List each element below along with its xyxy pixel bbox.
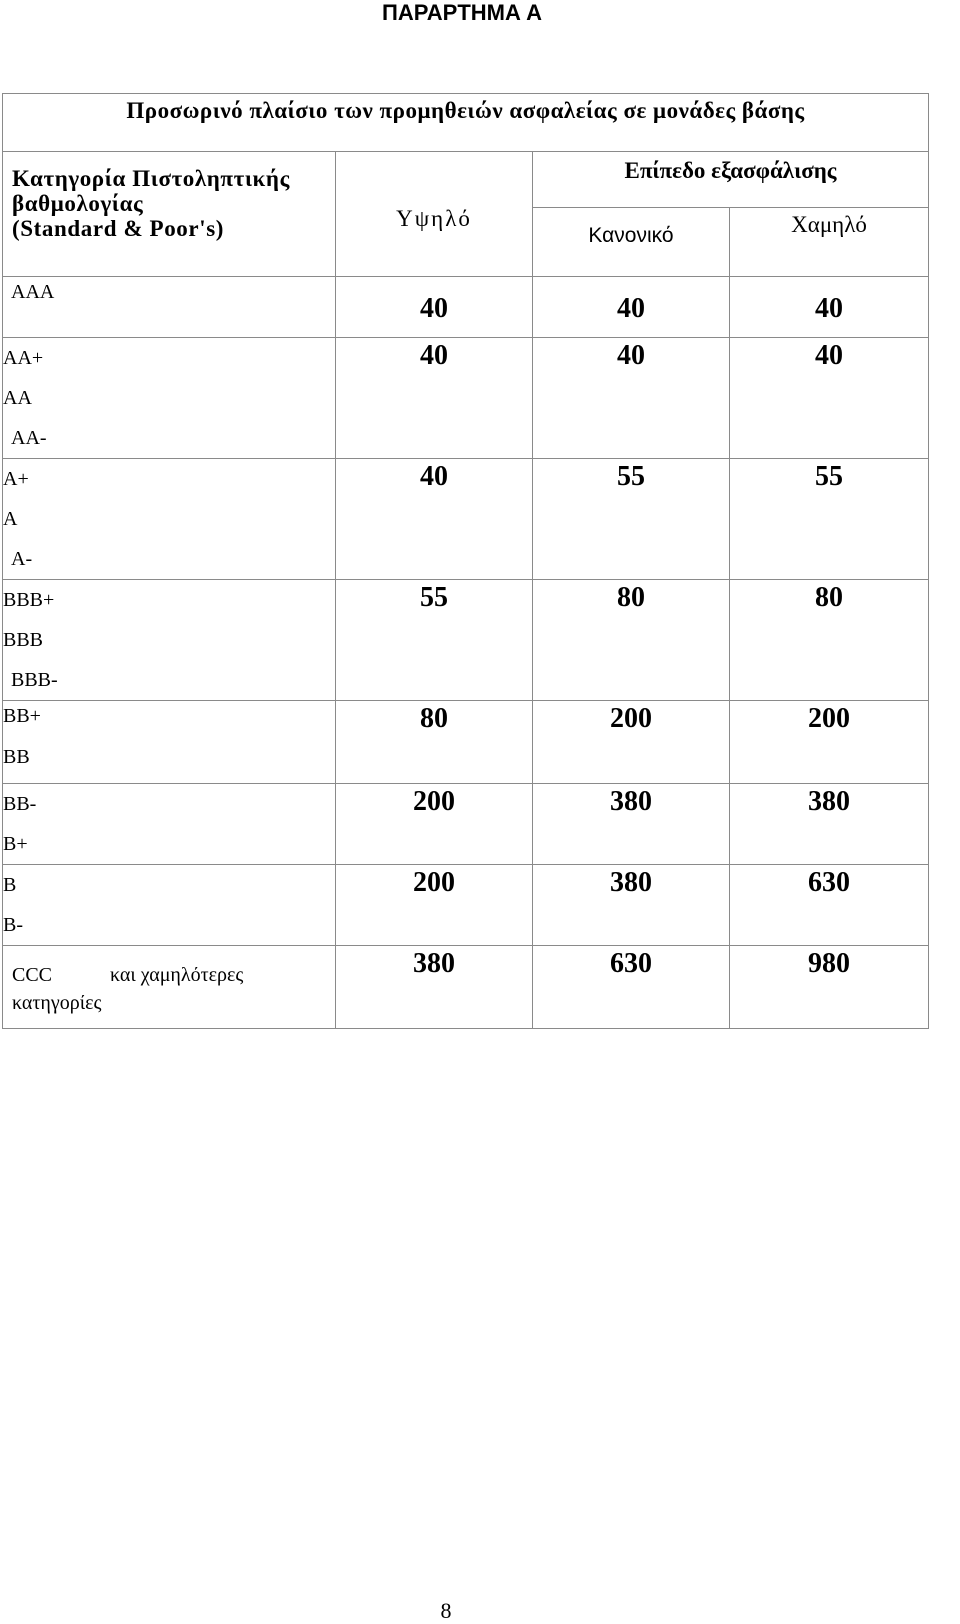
- table-title: Προσωρινό πλαίσιο των προμηθειών ασφαλείας σε μονάδες βάσης: [3, 94, 929, 152]
- rating-label: A-: [11, 548, 33, 570]
- header-line: βαθμολογίας: [12, 191, 144, 216]
- value-low: 980: [730, 946, 929, 1029]
- annex-title: ΠΑΡΑΡΤΗΜΑ Α: [381, 0, 543, 25]
- table-row: [3, 580, 929, 701]
- value-normal: 40: [533, 277, 730, 338]
- rating-label: AA-: [11, 427, 47, 449]
- rating-label: BB+: [3, 705, 41, 727]
- value-high: 200: [336, 784, 533, 865]
- rating-label: [3, 946, 335, 989]
- rating-cell: [3, 701, 336, 784]
- value-normal: 40: [533, 338, 730, 459]
- header-line: (Standard & Poor's): [12, 216, 225, 241]
- table-row: [3, 338, 929, 459]
- table-row: [3, 865, 929, 946]
- table-row: [3, 784, 929, 865]
- value-high: 40: [336, 277, 533, 338]
- rating-code: CCC: [12, 964, 53, 986]
- value-high: 40: [336, 459, 533, 580]
- value-normal: 55: [533, 459, 730, 580]
- level-header-normal: Κανονικό: [533, 208, 730, 277]
- value-low: 40: [730, 338, 929, 459]
- page-number: 8: [440, 1598, 452, 1623]
- rating-label: B: [3, 874, 17, 896]
- rating-category-header: [3, 152, 336, 277]
- table-row: [3, 946, 929, 1029]
- value-high: 80: [336, 701, 533, 784]
- value-normal: 630: [533, 946, 730, 1029]
- fees-table: [2, 93, 929, 1029]
- level-group-header: Επίπεδο εξασφάλισης: [533, 152, 929, 208]
- rating-cell: [3, 338, 336, 459]
- rating-qualifier: και χαμηλότερες: [110, 964, 244, 986]
- rating-label: BB: [3, 746, 30, 768]
- value-high: 200: [336, 865, 533, 946]
- rating-cell: [3, 946, 336, 1029]
- value-low: 630: [730, 865, 929, 946]
- table-row: [3, 277, 929, 338]
- rating-label: AA+: [3, 347, 44, 369]
- rating-label: B-: [3, 914, 23, 936]
- value-low: 200: [730, 701, 929, 784]
- value-normal: 80: [533, 580, 730, 701]
- rating-label: BBB+: [3, 589, 55, 611]
- level-header-high: Υψηλό: [336, 152, 533, 277]
- table-row: [3, 701, 929, 784]
- rating-label: A+: [3, 468, 29, 490]
- level-header-low: Χαμηλό: [730, 208, 929, 277]
- rating-label: B+: [3, 833, 28, 855]
- value-low: 55: [730, 459, 929, 580]
- value-normal: 380: [533, 865, 730, 946]
- rating-cell: [3, 580, 336, 701]
- rating-label: BBB-: [11, 669, 58, 691]
- rating-cell: [3, 784, 336, 865]
- rating-label: BB-: [3, 793, 37, 815]
- rating-cell: [3, 865, 336, 946]
- rating-label: κατηγορίες: [12, 992, 102, 1014]
- rating-label: BBB: [3, 629, 44, 651]
- value-low: 80: [730, 580, 929, 701]
- value-high: 40: [336, 338, 533, 459]
- header-row: [3, 152, 929, 208]
- table-row: [3, 459, 929, 580]
- value-normal: 200: [533, 701, 730, 784]
- rating-label: AA: [3, 387, 32, 409]
- value-low: 40: [730, 277, 929, 338]
- value-low: 380: [730, 784, 929, 865]
- rating-label: A: [3, 508, 18, 530]
- rating-label: AAA: [11, 281, 55, 303]
- rating-cell: [3, 459, 336, 580]
- header-line: Κατηγορία Πιστοληπτικής: [12, 166, 290, 191]
- value-high: 55: [336, 580, 533, 701]
- table-title-row: [3, 94, 929, 152]
- value-high: 380: [336, 946, 533, 1029]
- value-normal: 380: [533, 784, 730, 865]
- rating-cell: [3, 277, 336, 338]
